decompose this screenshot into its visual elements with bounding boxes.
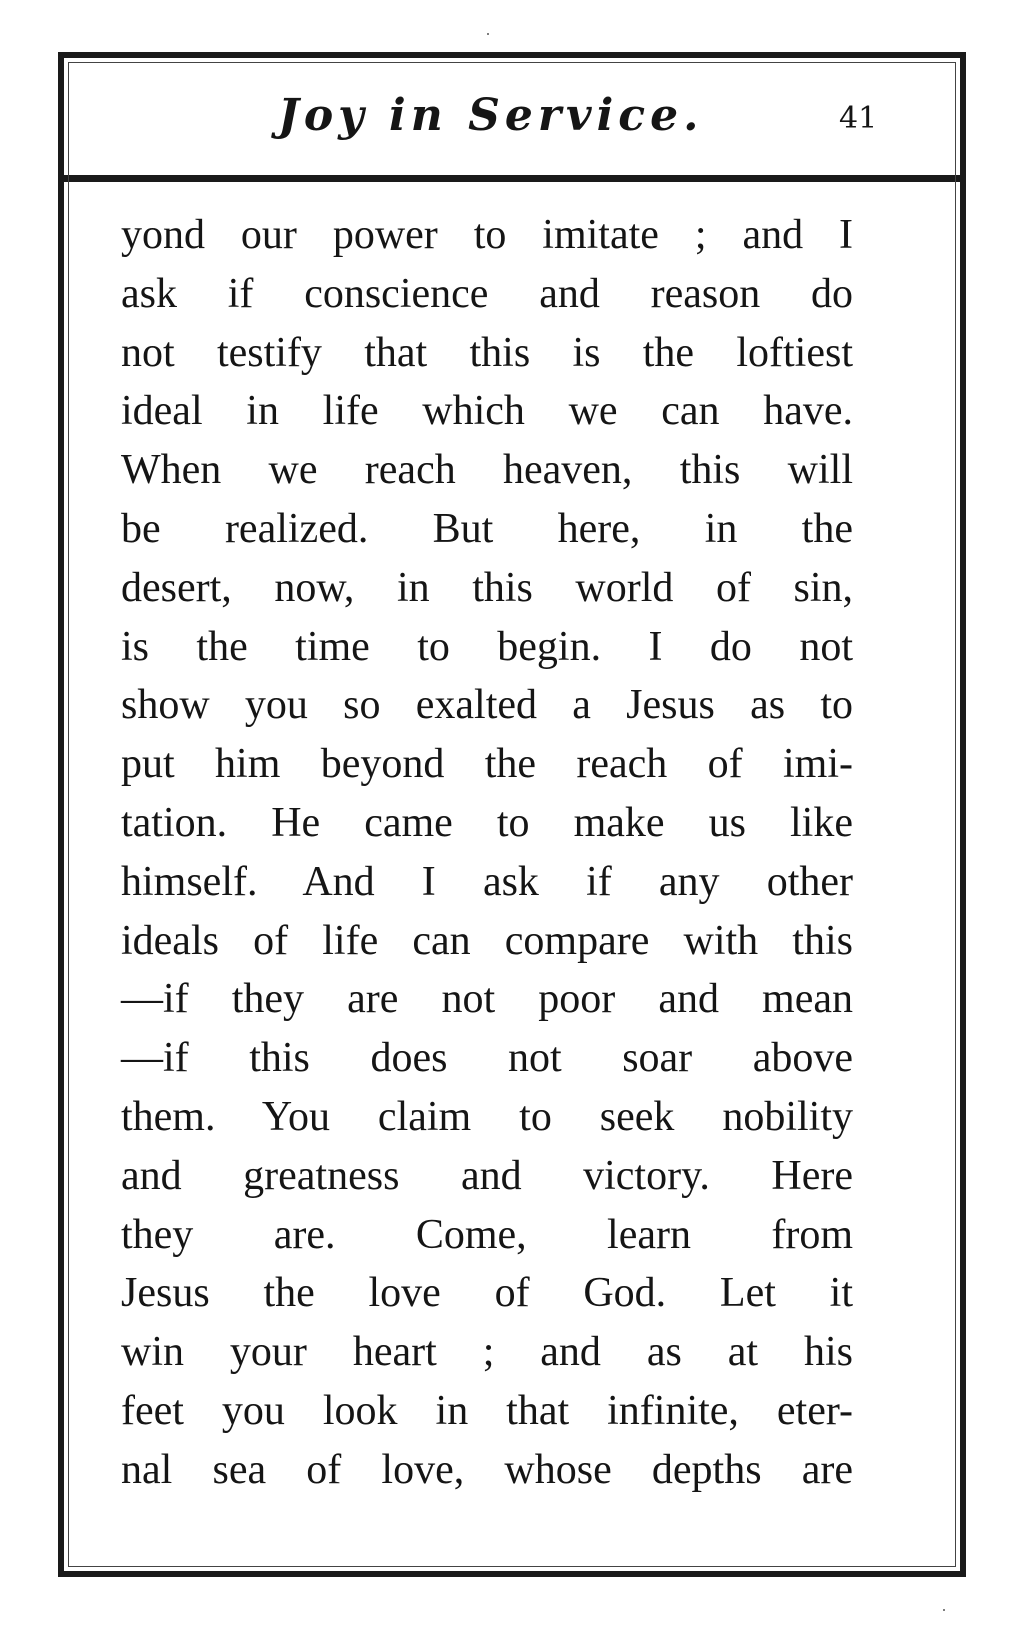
- running-header: [64, 58, 960, 182]
- text-line: win your heart ; and as at his: [121, 1329, 853, 1376]
- text-line: yond our power to imitate ; and I: [121, 212, 853, 258]
- text-line: not testify that this is the loftiest: [121, 329, 853, 376]
- text-line: be realized. But here, in the: [121, 505, 853, 552]
- text-line: show you so exalted a Jesus as to: [121, 682, 853, 729]
- text-line: ask if conscience and reason do: [121, 270, 853, 317]
- page-number: 41: [839, 101, 878, 136]
- text-line: —if they are not poor and mean: [121, 976, 853, 1023]
- text-line: nal sea of love, whose depths are: [121, 1446, 853, 1493]
- text-line: and greatness and victory. Here: [121, 1152, 853, 1199]
- text-line: ideal in life which we can have.: [121, 388, 853, 435]
- print-speck: [487, 33, 489, 35]
- text-line: they are. Come, learn from: [121, 1211, 853, 1258]
- print-speck: [943, 1609, 945, 1611]
- text-line: is the time to begin. I do not: [121, 623, 853, 670]
- text-line: ideals of life can compare with this: [121, 917, 853, 964]
- page-frame: [58, 52, 966, 1577]
- text-line: When we reach heaven, this will: [121, 447, 853, 494]
- text-line: feet you look in that infinite, eter-: [121, 1387, 853, 1434]
- text-line: tation. He came to make us like: [121, 799, 853, 846]
- text-line: them. You claim to seek nobility: [121, 1093, 853, 1140]
- text-line: put him beyond the reach of imi-: [121, 741, 853, 788]
- text-line: desert, now, in this world of sin,: [121, 564, 853, 611]
- body-text: [121, 206, 853, 1500]
- running-title: Joy in Service.: [278, 90, 704, 141]
- text-line: himself. And I ask if any other: [121, 858, 853, 905]
- text-line: Jesus the love of God. Let it: [121, 1270, 853, 1317]
- text-line: —if this does not soar above: [121, 1035, 853, 1082]
